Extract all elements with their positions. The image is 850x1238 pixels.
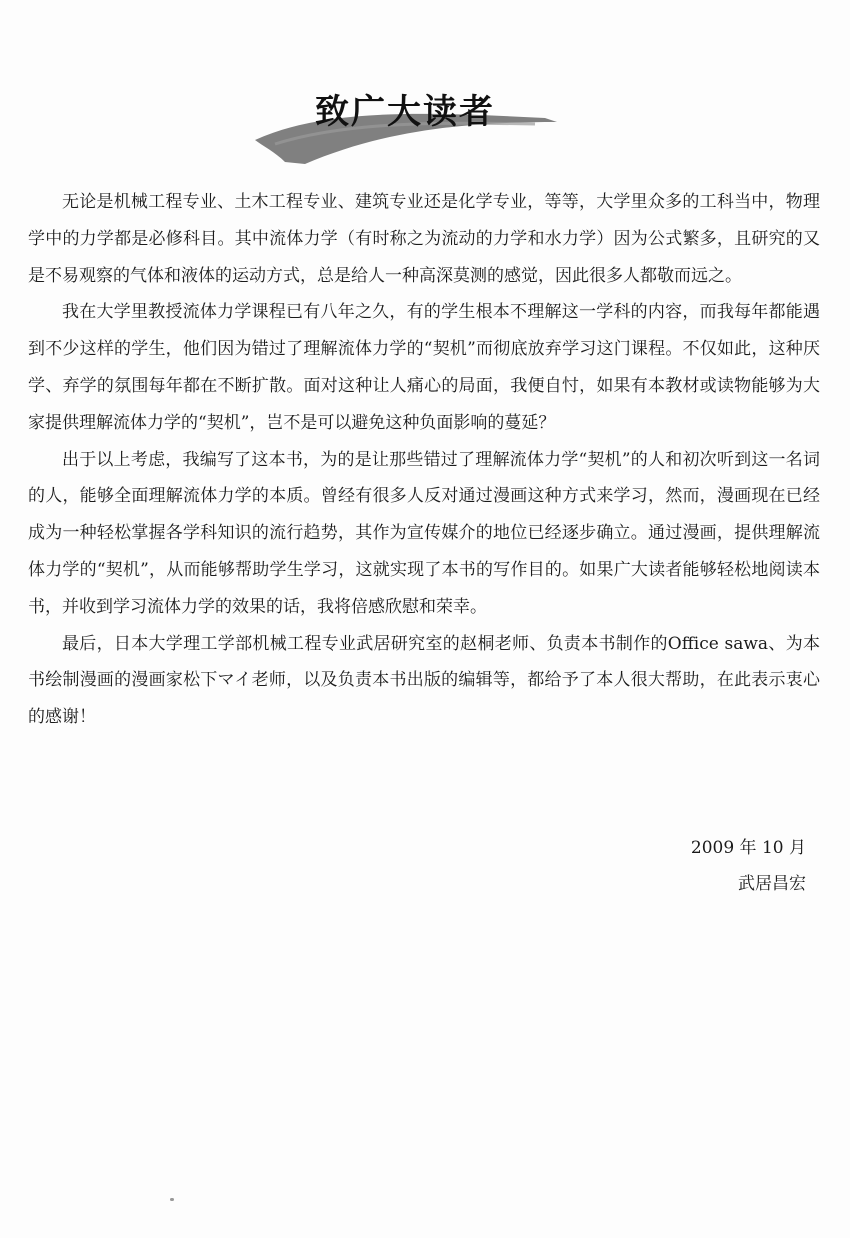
scan-speck xyxy=(170,1198,174,1201)
page-title: 致广大读者 xyxy=(315,92,495,132)
paragraph: 无论是机械工程专业、土木工程专业、建筑专业还是化学专业，等等，大学里众多的工科当中，物理学中的力学都是必修科目。其中流体力学（有时称之为流动的力学和水力学）因为公式繁多，且研究的又是不易观察的气体和液体的运动方式，总是给人一种高深莫测的感觉，因此很多人都敬而远之。 xyxy=(28,192,820,286)
paragraph: 最后，日本大学理工学部机械工程专业武居研究室的赵桐老师、负责本书制作的Office sawa、为本书绘制漫画的漫画家松下マイ老师，以及负责本书出版的编辑等，都给予了本人很大帮助，在此表示衷心的感谢！ xyxy=(28,633,820,728)
paragraph: 出于以上考虑，我编写了这本书，为的是让那些错过了理解流体力学“契机”的人和初次听到这一名词的人，能够全面理解流体力学的本质。曾经有很多人反对通过漫画这种方式来学习，然而，漫画现在已经成为一种轻松掌握各学科知识的流行趋势，其作为宣传媒介的地位已经逐步确立。通过漫画，提供理解流体力学的“契机”，从而能够帮助学生学习，这就实现了本书的写作目的。如果广大读者能够轻松地阅读本书，并收到学习流体力学的效果的话，我将倍感欣慰和荣幸。 xyxy=(28,449,820,617)
preface-body xyxy=(28,184,820,736)
signature-block xyxy=(691,830,806,902)
signature-date: 2009 年 10 月 xyxy=(690,838,806,858)
signature-author: 武居昌宏 xyxy=(738,874,806,894)
paragraph: 我在大学里教授流体力学课程已有八年之久，有的学生根本不理解这一学科的内容，而我每年都能遇到不少这样的学生，他们因为错过了理解流体力学的“契机”而彻底放弃学习这门课程。不仅如此，这种厌学、弃学的氛围每年都在不断扩散。面对这种让人痛心的局面，我便自忖，如果有本教材或读物能够为大家提供理解流体力学的“契机”，岂不是可以避免这种负面影响的蔓延？ xyxy=(28,302,820,433)
title-block xyxy=(245,78,565,168)
